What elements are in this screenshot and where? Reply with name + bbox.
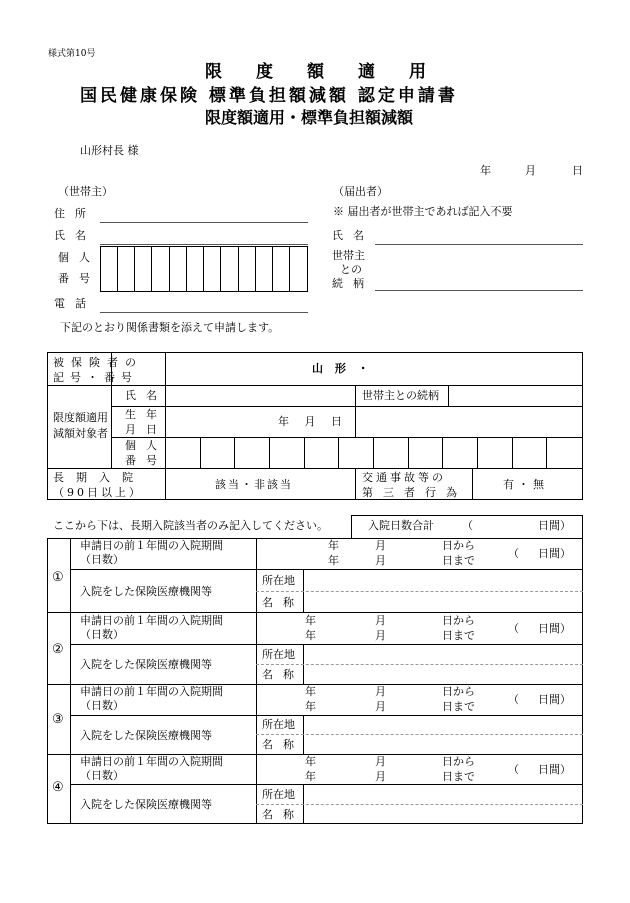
stay-3-facility-label: 入院をした保険医療機関等 (80, 729, 212, 742)
householder-address-label: 住所 (54, 207, 96, 220)
stay-1-name-field[interactable] (304, 592, 582, 611)
birth-value[interactable]: 年 月 日 (278, 415, 348, 428)
longterm-label-2: （90日以上） (53, 486, 143, 499)
stay-2-to-year: 年 (305, 629, 316, 642)
householder-name-label: 氏名 (54, 229, 96, 242)
stay-1-name-label: 名称 (262, 596, 304, 609)
stay-2-name-field[interactable] (304, 665, 582, 683)
insured-label-2: 記号・番号 (53, 371, 138, 384)
householder-name-field[interactable] (100, 244, 308, 245)
stay-3-days-open: （ (508, 693, 519, 706)
householder-heading: （世帯主） (58, 185, 113, 198)
stay-4-to-year: 年 (305, 770, 316, 783)
date-day-label: 日 (572, 164, 583, 177)
stay-2-period-label-2: （日数） (80, 628, 124, 641)
target-label-1: 限度額適用 (53, 411, 108, 424)
stay-3-location-label: 所在地 (262, 718, 295, 731)
target-id-label-1: 個人 (125, 439, 167, 452)
stay-4-location-label: 所在地 (262, 788, 295, 801)
stay-1-days-open: （ (508, 547, 519, 560)
stay-1-location-field[interactable] (304, 570, 582, 590)
stay-4-days-close: 日間） (538, 763, 571, 776)
stay-1-to-day: 日まで (442, 554, 475, 567)
applicant-relation-field[interactable] (375, 290, 583, 291)
stay-1-from-year: 年 (328, 539, 339, 552)
stay-1-location-label: 所在地 (262, 574, 295, 587)
applicant-name-label: 氏名 (332, 229, 374, 242)
stay-4-num: ④ (52, 780, 64, 795)
householder-id-label-2: 番号 (58, 272, 100, 285)
stay-2-days-open: （ (508, 622, 519, 635)
longterm-label-1: 長期入院 (53, 471, 145, 484)
target-name-label: 氏名 (125, 389, 167, 402)
stay-1-facility-label: 入院をした保険医療機関等 (80, 585, 212, 598)
stay-3-from-year: 年 (305, 685, 316, 698)
stay-3-period-label-2: （日数） (80, 699, 124, 712)
stay-2-from-year: 年 (305, 614, 316, 627)
stay-1-period-label-2: （日数） (80, 553, 124, 566)
accident-value[interactable]: 有・無 (503, 478, 548, 491)
longterm-value[interactable]: 該当・非該当 (215, 478, 293, 491)
title-line3: 限度額適用・標準負担額減額 (205, 108, 414, 127)
stay-3-location-field[interactable] (304, 716, 582, 733)
statement: 下記のとおり関係書類を添えて申請します。 (60, 321, 280, 334)
target-label-2: 減額対象者 (53, 427, 108, 440)
stay-4-location-field[interactable] (304, 785, 582, 803)
stay-4-name-label: 名称 (262, 808, 304, 821)
accident-label-1: 交通事故等の (362, 471, 446, 484)
stay-3-to-day: 日まで (442, 700, 475, 713)
stay-3-to-month: 月 (375, 700, 386, 713)
relation-label: 世帯主との続柄 (362, 389, 439, 402)
stay-4-period-label-1: 申請日の前１年間の入院期間 (80, 755, 223, 768)
stay-2-from-day: 日から (442, 614, 475, 627)
householder-phone-field[interactable] (100, 312, 308, 313)
total-days-close: 日間） (538, 519, 571, 532)
birth-label-1: 生年 (125, 408, 167, 421)
householder-phone-label: 電話 (54, 297, 96, 310)
total-days-open: （ (462, 519, 473, 532)
title-line1: 限度額適用 (205, 62, 460, 82)
applicant-heading: （届出者） (333, 185, 388, 198)
stay-2-facility-label: 入院をした保険医療機関等 (80, 658, 212, 671)
applicant-relation-label-1: 世帯主 (332, 249, 365, 262)
target-name-field[interactable] (166, 386, 354, 405)
householder-id-boxes[interactable] (100, 246, 308, 292)
birth-label-2: 月日 (125, 423, 167, 436)
stay-1-from-day: 日から (442, 539, 475, 552)
stay-2-num: ② (52, 642, 64, 657)
householder-address-field[interactable] (100, 222, 308, 223)
accident-label-2: 第三者行為 (362, 486, 467, 499)
stay-3-num: ③ (52, 712, 64, 727)
stay-4-from-month: 月 (375, 755, 386, 768)
applicant-relation-label-3: 続柄 (332, 277, 374, 290)
applicant-relation-label-2: との (340, 263, 362, 276)
date-year-label: 年 (480, 164, 491, 177)
insured-label-1: 被保険者の (53, 356, 143, 369)
stay-2-days-close: 日間） (538, 622, 571, 635)
stay-2-name-label: 名称 (262, 668, 304, 681)
stay-2-from-month: 月 (375, 614, 386, 627)
stay-4-period-label-2: （日数） (80, 769, 124, 782)
title-line2: 国民健康保険 標準負担額減額 認定申請書 (80, 86, 458, 106)
stay-2-location-field[interactable] (304, 645, 582, 663)
stay-4-name-field[interactable] (304, 805, 582, 823)
stay-1-to-year: 年 (328, 554, 339, 567)
stay-3-name-field[interactable] (304, 735, 582, 753)
stay-1-num: ① (52, 570, 64, 585)
target-id-label-2: 番号 (125, 454, 167, 467)
stay-3-name-label: 名称 (262, 738, 304, 751)
stay-4-days-open: （ (508, 763, 519, 776)
householder-id-label-1: 個人 (58, 251, 100, 264)
stay-4-from-day: 日から (442, 755, 475, 768)
stay-3-from-day: 日から (442, 685, 475, 698)
stay-4-from-year: 年 (305, 755, 316, 768)
stay-4-facility-label: 入院をした保険医療機関等 (80, 798, 212, 811)
stay-2-to-day: 日まで (442, 629, 475, 642)
stay-3-to-year: 年 (305, 700, 316, 713)
applicant-note: ※ 届出者が世帯主であれば記入不要 (333, 205, 513, 218)
addressee: 山形村長 様 (80, 144, 139, 157)
stay-3-from-month: 月 (375, 685, 386, 698)
stay-4-to-day: 日まで (442, 770, 475, 783)
total-days-label: 入院日数合計 (368, 519, 434, 532)
applicant-name-field[interactable] (375, 244, 583, 245)
stay-4-to-month: 月 (375, 770, 386, 783)
stay-2-location-label: 所在地 (262, 648, 295, 661)
stay-3-period-label-1: 申請日の前１年間の入院期間 (80, 685, 223, 698)
date-month-label: 月 (525, 164, 536, 177)
insured-value[interactable]: 山 形 ・ (312, 362, 373, 375)
longterm-note: ここから下は、長期入院該当者のみ記入してください。 (53, 519, 328, 532)
relation-field[interactable] (449, 386, 582, 405)
stay-1-period-label-1: 申請日の前１年間の入院期間 (80, 539, 223, 552)
stay-3-days-close: 日間） (538, 693, 571, 706)
stay-1-days-close: 日間） (538, 547, 571, 560)
stay-2-to-month: 月 (375, 629, 386, 642)
stay-1-from-month: 月 (375, 539, 386, 552)
stay-1-to-month: 月 (375, 554, 386, 567)
form-number: 様式第10号 (48, 49, 96, 59)
stay-2-period-label-1: 申請日の前１年間の入院期間 (80, 614, 223, 627)
